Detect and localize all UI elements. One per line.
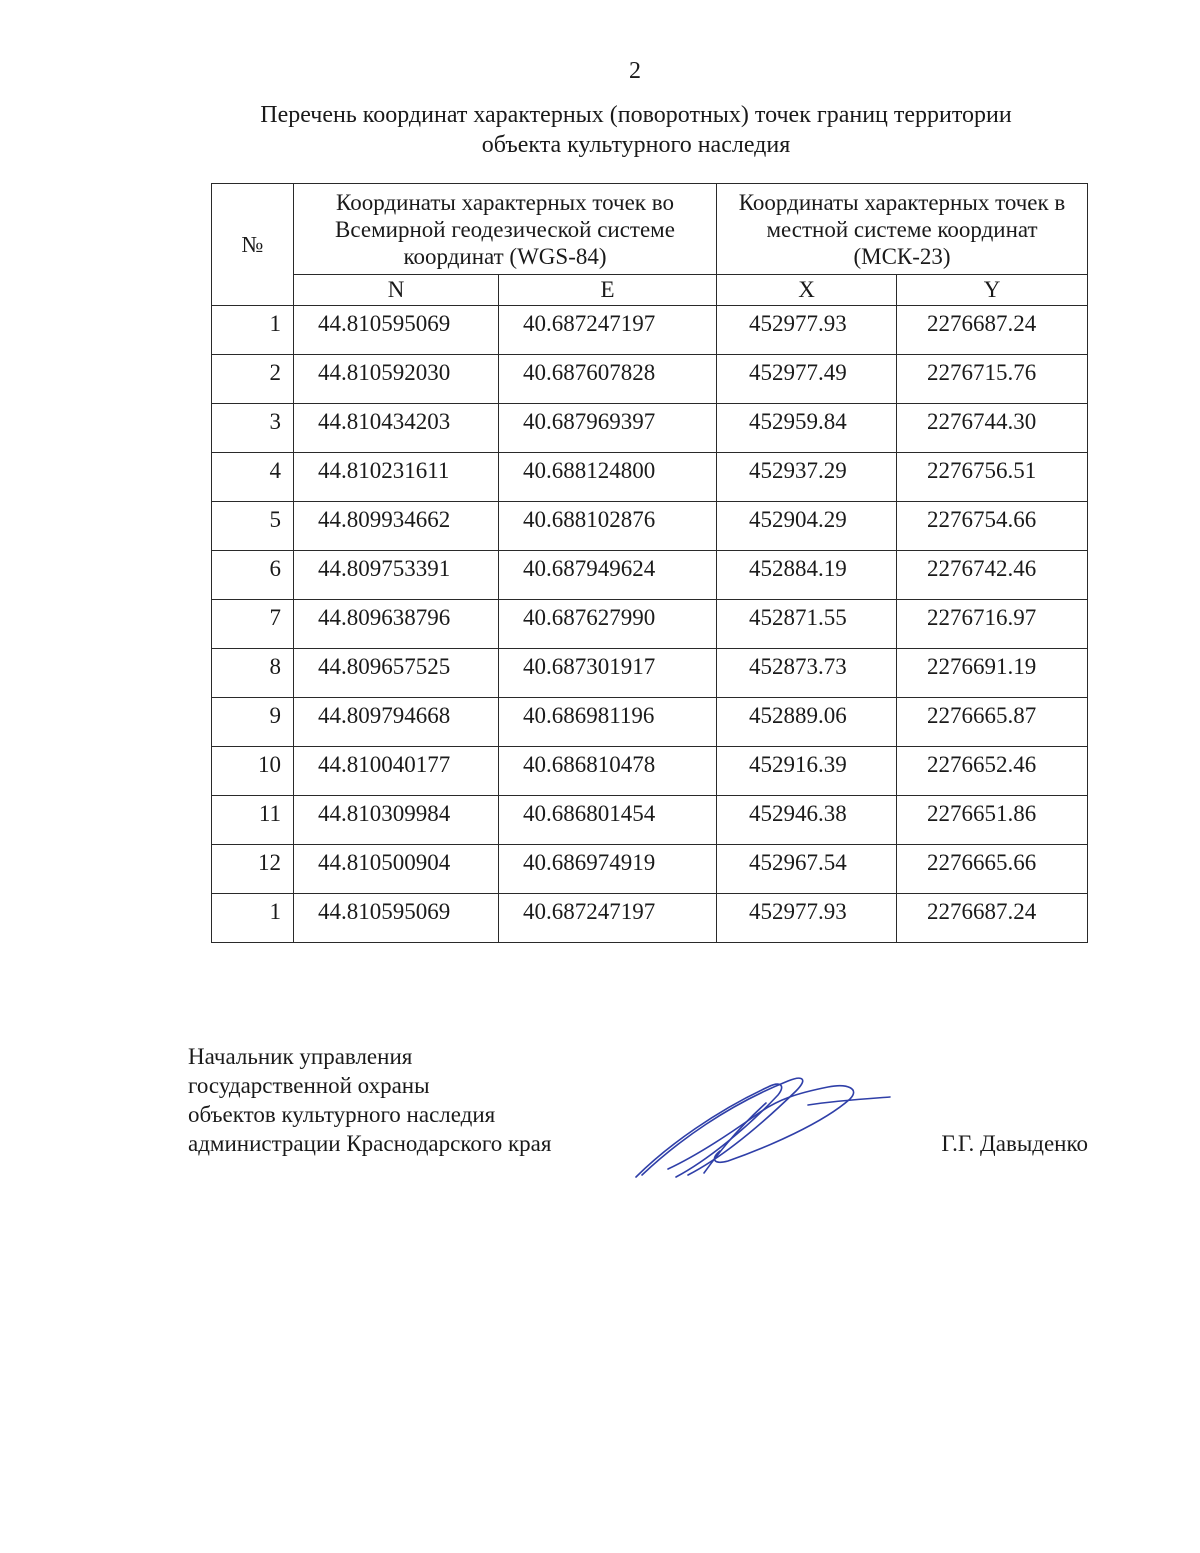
cell-msk-x: 452916.39	[717, 747, 897, 796]
cell-msk-x: 452946.38	[717, 796, 897, 845]
cell-msk-x: 452977.93	[717, 894, 897, 943]
cell-wgs-e: 40.687949624	[499, 551, 717, 600]
cell-msk-x: 452884.19	[717, 551, 897, 600]
cell-point-number: 10	[212, 747, 294, 796]
cell-msk-y: 2276687.24	[897, 306, 1088, 355]
cell-msk-x: 452873.73	[717, 649, 897, 698]
cell-point-number: 3	[212, 404, 294, 453]
page-number: 2	[629, 58, 641, 84]
cell-point-number: 5	[212, 502, 294, 551]
table-row	[212, 306, 1088, 355]
cell-msk-x: 452977.49	[717, 355, 897, 404]
table-row	[212, 551, 1088, 600]
cell-wgs-e: 40.688124800	[499, 453, 717, 502]
table-row	[212, 453, 1088, 502]
cell-msk-x: 452977.93	[717, 306, 897, 355]
header-msk23: Координаты характерных точек в местной системе координат (МСК-23)	[717, 184, 1088, 275]
cell-point-number: 7	[212, 600, 294, 649]
coordinates-table	[211, 183, 1088, 943]
table-row	[212, 747, 1088, 796]
cell-point-number: 6	[212, 551, 294, 600]
cell-wgs-n: 44.809638796	[294, 600, 499, 649]
table-row	[212, 845, 1088, 894]
cell-msk-x: 452967.54	[717, 845, 897, 894]
cell-wgs-n: 44.810309984	[294, 796, 499, 845]
signature-strokes	[636, 1078, 890, 1177]
header-x: X	[717, 275, 897, 306]
cell-msk-x: 452937.29	[717, 453, 897, 502]
header-wgs84: Координаты характерных точек во Всемирной геодезической системе координат (WGS-84)	[294, 184, 717, 275]
cell-wgs-e: 40.686810478	[499, 747, 717, 796]
signer-position-line-3: объектов культурного наследия	[188, 1102, 496, 1127]
header-y: Y	[897, 275, 1088, 306]
cell-wgs-n: 44.809934662	[294, 502, 499, 551]
cell-point-number: 12	[212, 845, 294, 894]
signer-position-line-4: администрации Краснодарского края	[188, 1131, 552, 1156]
coordinates-table-body	[212, 306, 1088, 943]
cell-point-number: 11	[212, 796, 294, 845]
cell-wgs-n: 44.809753391	[294, 551, 499, 600]
cell-msk-y: 2276665.87	[897, 698, 1088, 747]
cell-wgs-n: 44.810040177	[294, 747, 499, 796]
cell-wgs-e: 40.686801454	[499, 796, 717, 845]
table-row	[212, 649, 1088, 698]
table-row	[212, 600, 1088, 649]
cell-msk-y: 2276651.86	[897, 796, 1088, 845]
cell-wgs-n: 44.809794668	[294, 698, 499, 747]
cell-msk-y: 2276716.97	[897, 600, 1088, 649]
cell-wgs-n: 44.810434203	[294, 404, 499, 453]
table-row	[212, 404, 1088, 453]
header-e: E	[499, 275, 717, 306]
cell-point-number: 1	[212, 894, 294, 943]
table-row	[212, 502, 1088, 551]
handwritten-signature	[628, 1065, 893, 1190]
table-row	[212, 796, 1088, 845]
cell-point-number: 2	[212, 355, 294, 404]
cell-wgs-e: 40.688102876	[499, 502, 717, 551]
cell-wgs-e: 40.686974919	[499, 845, 717, 894]
cell-wgs-n: 44.810595069	[294, 894, 499, 943]
cell-msk-x: 452889.06	[717, 698, 897, 747]
cell-msk-y: 2276756.51	[897, 453, 1088, 502]
header-number: №	[212, 184, 294, 306]
cell-msk-x: 452959.84	[717, 404, 897, 453]
cell-wgs-n: 44.809657525	[294, 649, 499, 698]
cell-wgs-e: 40.687627990	[499, 600, 717, 649]
cell-msk-y: 2276742.46	[897, 551, 1088, 600]
table-row	[212, 894, 1088, 943]
cell-wgs-e: 40.686981196	[499, 698, 717, 747]
cell-wgs-e: 40.687969397	[499, 404, 717, 453]
cell-point-number: 8	[212, 649, 294, 698]
cell-msk-y: 2276652.46	[897, 747, 1088, 796]
signer-position-line-2: государственной охраны	[188, 1073, 430, 1098]
cell-msk-x: 452904.29	[717, 502, 897, 551]
cell-msk-y: 2276715.76	[897, 355, 1088, 404]
document-title-line-1: Перечень координат характерных (поворотных) точек границ территории	[260, 102, 1012, 128]
document-title-line-2: объекта культурного наследия	[481, 132, 791, 158]
cell-msk-y: 2276665.66	[897, 845, 1088, 894]
signature-stroke-4	[704, 1103, 766, 1173]
table-row	[212, 698, 1088, 747]
signature-stroke-5	[808, 1097, 890, 1105]
cell-msk-y: 2276744.30	[897, 404, 1088, 453]
cell-msk-y: 2276691.19	[897, 649, 1088, 698]
cell-wgs-n: 44.810500904	[294, 845, 499, 894]
cell-wgs-e: 40.687247197	[499, 894, 717, 943]
table-row	[212, 355, 1088, 404]
signer-position	[188, 1042, 551, 1158]
signer-name: Г.Г. Давыденко	[941, 1131, 1088, 1156]
cell-point-number: 9	[212, 698, 294, 747]
signature-stroke-2	[642, 1078, 803, 1175]
document-title	[200, 100, 1072, 160]
cell-wgs-n: 44.810595069	[294, 306, 499, 355]
signer-position-line-1: Начальник управления	[188, 1044, 413, 1069]
cell-wgs-e: 40.687247197	[499, 306, 717, 355]
cell-msk-x: 452871.55	[717, 600, 897, 649]
cell-wgs-n: 44.810592030	[294, 355, 499, 404]
cell-point-number: 1	[212, 306, 294, 355]
cell-msk-y: 2276687.24	[897, 894, 1088, 943]
cell-wgs-e: 40.687607828	[499, 355, 717, 404]
header-n: N	[294, 275, 499, 306]
cell-wgs-e: 40.687301917	[499, 649, 717, 698]
cell-wgs-n: 44.810231611	[294, 453, 499, 502]
cell-msk-y: 2276754.66	[897, 502, 1088, 551]
cell-point-number: 4	[212, 453, 294, 502]
